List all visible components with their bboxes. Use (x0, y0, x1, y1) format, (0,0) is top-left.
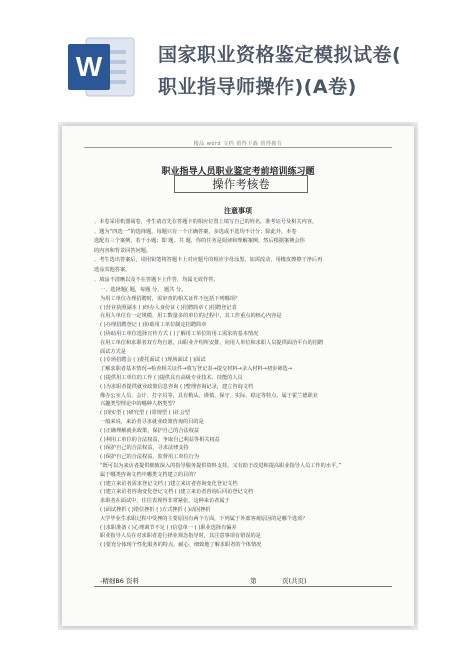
option-line: ( )利用工单位的合法权益，争取自己利益等相关权益 (100, 436, 220, 443)
footer-divider (94, 586, 392, 587)
option-line: ( )面试挫折 ( )错位挫折 ( )方式挫折 ( )动因挫折 (100, 506, 211, 513)
exam-subtitle: 操作考核卷 (174, 175, 308, 193)
option-line: ( )协助用工单位选择宣传方式 ( )了解用工单位的用工需求的基本情况 (100, 330, 259, 337)
notice-item: 的内容和背景回答问题。 (94, 247, 152, 254)
option-line: ( )正确理解就业政策，保护自己的合法权益 (100, 427, 200, 434)
footer-source: -精细B6 资料 (100, 577, 140, 585)
section-heading: 一、选择题( 题，每题 分， 题共 分。 (100, 287, 187, 293)
option-line: ( )保护自己的合法权益，寻求法律支持 (100, 445, 189, 452)
document-page (62, 126, 414, 626)
notice-list (94, 218, 394, 285)
title-banner (0, 0, 474, 118)
footer-page-total: 页(共页) (282, 577, 307, 585)
question-line: 求职者在面试中，往往表现得非常紧张，这种来访者属于 (100, 498, 230, 505)
question-line: “既可以为来访者提供细致深入的指导服务提供资料支持，又有助于改进和提高职业指导人员工作的水平。” (100, 462, 342, 469)
option-line: ( )现实型 ( )研究型 ( )常规型 ( )社会型 (100, 410, 190, 417)
option-line: ( )保护自己的合法权益，监督用工单位行为 (100, 454, 200, 461)
question-section (100, 286, 396, 550)
question-line: 为用工单位办理招聘时，需审查的相关证件不包括下列哪项？ (100, 295, 241, 302)
notice-item: 、填涂不清晰以及不在答题卡上作答，均属无效作答。 (94, 276, 219, 283)
question-line: 大学毕业生求职过程中受挫的主要原因有两个方面，下列属于外部客观原因的是哪个选项？ (100, 515, 308, 522)
option-line: ( )要充分体现个性化服务的特点，耐心、细致地了解求职者的个体情况 (100, 542, 262, 549)
question-line: 了解求职者基本情况→检查相关证件→填写登记表→提交材料→录入材料→初步筛选→ (100, 366, 293, 373)
bottom-margin (0, 630, 474, 669)
option-line: ( )营业执照副本 ( )经办人身份证 ( )招聘简章 ( )招聘登记表 (100, 304, 237, 311)
option-line: ( )建立来访者咨询变化登记文档 ( )建立来访者咨询后回访登记文档 (100, 489, 254, 496)
header-divider (84, 147, 392, 148)
question-line: 属于哪类咨询文档中哪类文档建立的目的？ (100, 471, 199, 478)
question-line: 一般来说，来访者寻求就业政策咨询的目的是 (100, 418, 204, 425)
option-line: ( )求职准备 ( )心理调节不足 ( )信息单一 ( )职业选择有偏差 (100, 524, 237, 531)
footer-page-label: 第 (250, 577, 257, 585)
page-title-line-1: 国家职业资格鉴定模拟试卷( (158, 44, 402, 66)
word-document-icon (66, 34, 136, 100)
question-line: 职业指导人员在对求职者进行择业观念指导时，其注意事项有错误的是 (100, 533, 261, 540)
option-line: ( )办理招聘登记 ( )协助用工单位制定招聘简章 (100, 322, 207, 329)
page-title-line-2: 职业指导师操作)(A卷) (158, 76, 357, 98)
notice-item: 选配有三个案例，若干小题；即 题，共 题，你的任务是阅读和理解案例，然后根据案例会你 (94, 238, 305, 245)
option-line: ( )为求职者提供就业政策信息咨询 ( )整理咨询记录，建立咨询文档 (100, 383, 254, 390)
notice-item: 、考生选出答案后，请用铅笔将答题卡上对应题号的相应字母涂黑，如需改动，用橡皮擦擦干净后再 (94, 257, 323, 264)
notice-item: 、题为“四选一”的选择题，每题只有一个正确答案，多选或不选均不计分；除此外，本卷 (94, 228, 297, 235)
logo-letter: W (75, 51, 103, 82)
notice-heading: 注意事项 (224, 207, 252, 215)
header-note: 精品 word 文档 值得下载 值得拥有 (193, 141, 283, 147)
option-line: ( )专场招聘会 ( )委托面试 ( )现场面试 ( )面试 (100, 357, 206, 364)
question-line: 在用人单位有一定规模、用工数量多的单位的过程中，其工作重点的核心内容是 (100, 313, 282, 320)
document-title: 职业指导人员职业鉴定考前培训练习题 (161, 167, 315, 177)
question-line: 面试方式是 (100, 348, 126, 355)
notice-item: 选涂其他答案。 (94, 266, 131, 273)
notice-item: 、本卷采用机器阅卷，考生请首先在答题卡的相应位置上填写自己的姓名，准考证号及相关内容。 (94, 219, 318, 225)
question-line: 像办公室人员、会计、打字员等，具有稍从、谨慎、保守、实际、稳定等特点，属于霍兰德职业 (100, 392, 318, 399)
option-line: ( )建立来访者需求登记文档 ( )建立来访者咨询变化登记文档 (100, 480, 238, 487)
option-line: ( )提供用工单位的工作 ( )提供具有高级专业技术、技能的人员 (100, 374, 243, 381)
question-line: 在用工单位和求职者双方均自愿，由职业介绍所安排，向用人单位和求职人员提供面洽平台的招聘 (100, 339, 324, 346)
question-line: 兴趣类型理论中的哪种人格类型？ (100, 401, 178, 408)
